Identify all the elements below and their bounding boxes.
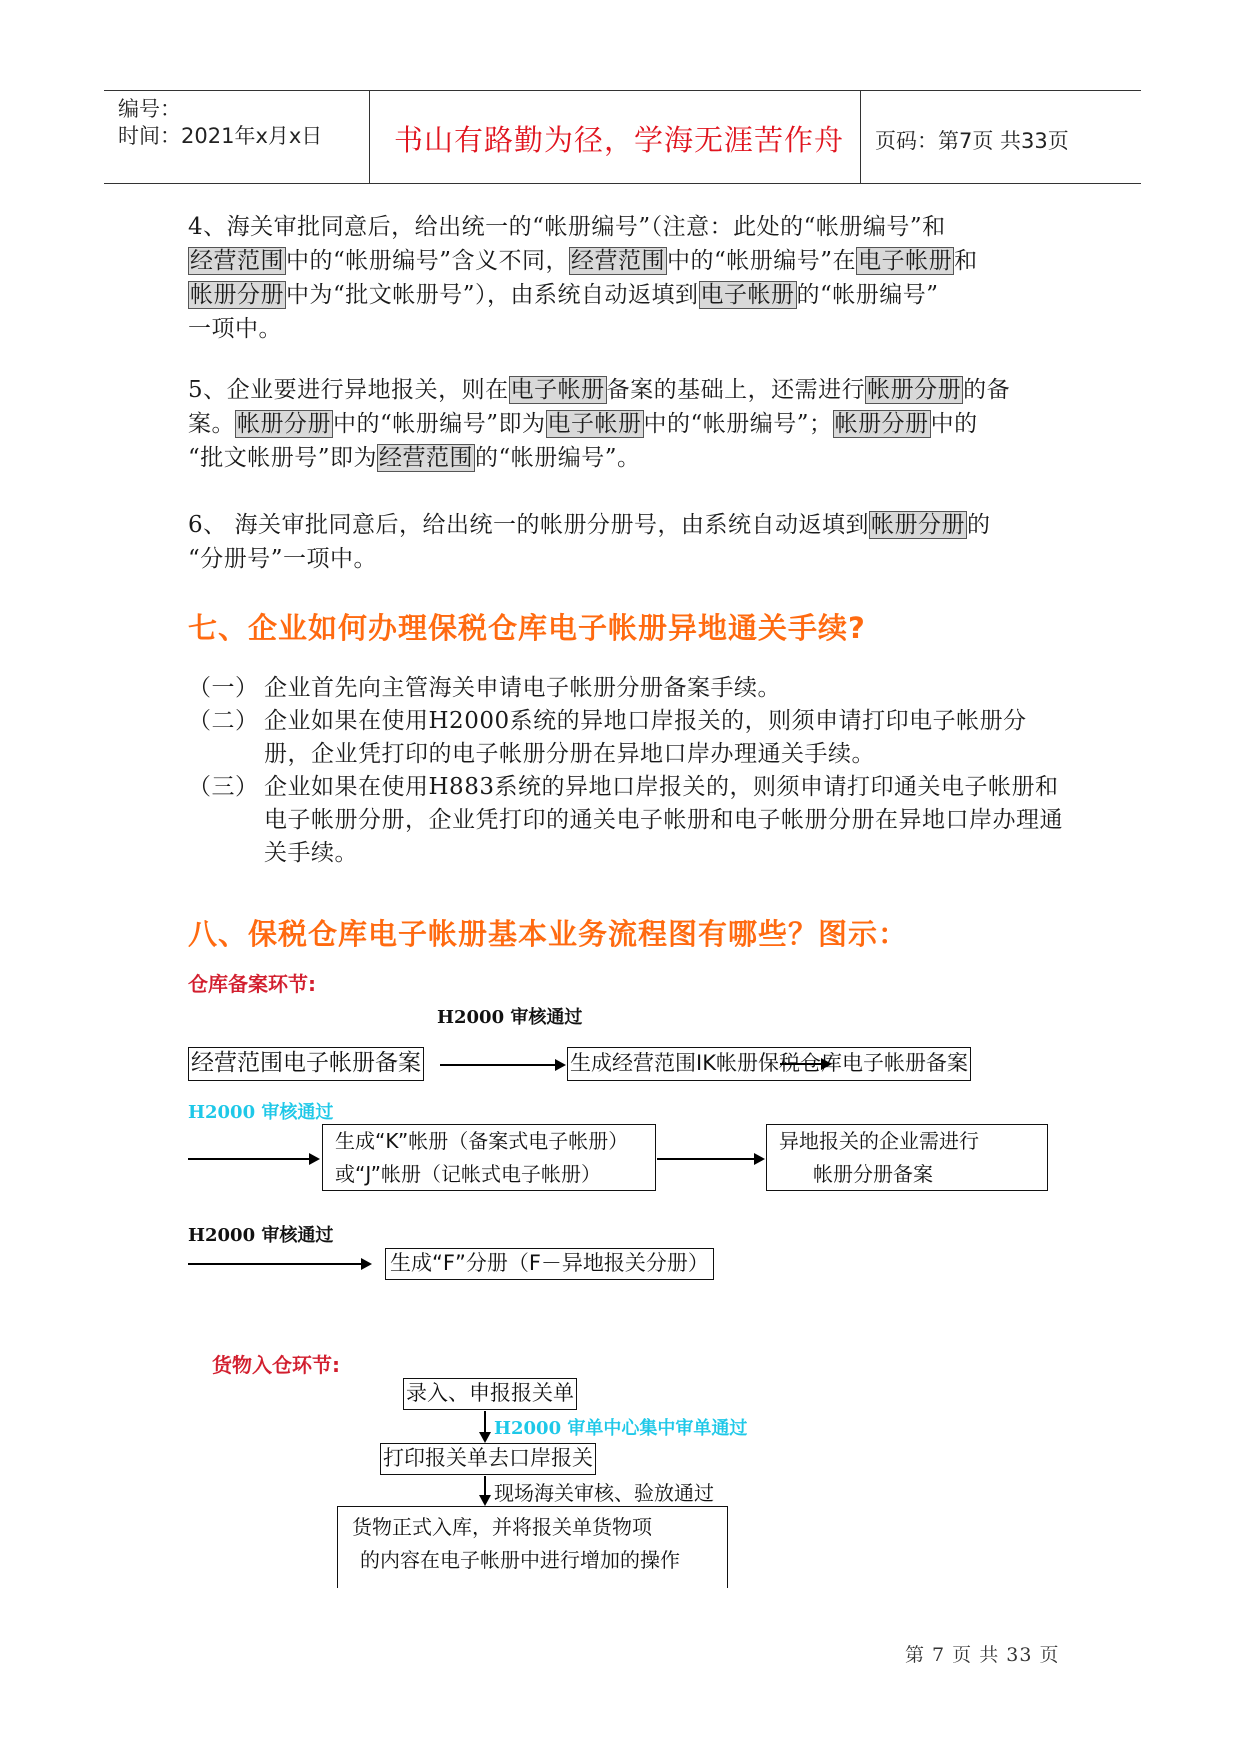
p4-line-1-text: 4、海关审批同意后，给出统一的“帐册编号”（注意：此处的“帐册编号”和 [188, 214, 946, 240]
box-goods-line-2: 的内容在电子帐册中进行增加的操作 [360, 1548, 680, 1572]
p4-text: 中为“批文帐册号”），由系统自动返填到 [286, 282, 699, 308]
list-item-text: 企业如果在使用H883系统的异地口岸报关的，则须申请打印通关电子帐册和电子帐册分册，企业凭打印的通关电子帐册和电子帐册分册在异地口岸办理通关手续。 [264, 774, 1063, 866]
term-box-sub-ledger: 帐册分册 [867, 377, 962, 403]
box-kj-line-1: 生成“K”帐册（备案式电子帐册） [335, 1129, 629, 1153]
warehouse-filing-subtitle: 仓库备案环节: [188, 972, 316, 996]
box-print-declaration: 打印报关单去口岸报关 [380, 1443, 596, 1475]
box-generate-ik-ledger: 生成经营范围IK帐册保税仓库电子帐册备案 [567, 1047, 971, 1081]
term-box-scope: 经营范围 [379, 445, 474, 471]
p6-line-2 [188, 542, 1068, 576]
h2000-approved-label: H2000 审核通过 [437, 1007, 583, 1028]
p5-text: “批文帐册号”即为 [188, 445, 378, 471]
p4-line-1 [188, 210, 1068, 244]
paragraph-6 [188, 508, 1068, 576]
p5-text: 备案的基础上，还需进行 [606, 377, 866, 403]
arrow-right [440, 1064, 564, 1066]
section-7-title: 七、企业如何办理保税仓库电子帐册异地通关手续? [188, 611, 866, 645]
p4-line-3 [188, 278, 1068, 312]
list-item [188, 672, 1068, 705]
p5-text: 案。 [188, 411, 235, 437]
list-item-number: （二） [188, 708, 259, 734]
header-divider-left [369, 90, 370, 183]
term-box-sub-ledger: 帐册分册 [237, 411, 331, 437]
p4-line-4 [188, 312, 1068, 346]
list-item [188, 705, 1068, 771]
h2000-approved-label: H2000 审核通过 [188, 1225, 334, 1246]
arrow-right [188, 1263, 370, 1265]
p5-text: 中的“帐册编号”即为 [333, 411, 546, 437]
p4-line-2 [188, 244, 1068, 278]
p5-line-1 [188, 373, 1068, 407]
box-enter-declaration: 录入、申报报关单 [403, 1378, 577, 1410]
goods-in-subtitle: 货物入仓环节: [212, 1353, 340, 1377]
p6-text: 6、 海关审批同意后，给出统一的帐册分册号，由系统自动返填到 [188, 512, 869, 538]
box-scope-ledger-filing: 经营范围电子帐册备案 [188, 1047, 424, 1081]
term-box-sub-ledger: 帐册分册 [834, 411, 929, 437]
p5-text: 的备 [963, 377, 1011, 403]
p5-text: 中的 [930, 411, 978, 437]
term-box-sub-ledger: 帐册分册 [870, 512, 965, 538]
p5-line-3 [188, 441, 1068, 475]
term-box-scope: 经营范围 [571, 248, 666, 274]
p6-text: 的 [966, 512, 991, 538]
arrow-down [484, 1411, 486, 1441]
h2000-approved-label-cyan: H2000 审核通过 [188, 1102, 334, 1123]
p5-line-2 [188, 407, 1068, 441]
box-generate-k-j-ledger [322, 1124, 656, 1191]
term-box-e-ledger: 电子帐册 [700, 282, 795, 308]
onsite-inspection-label: 现场海关审核、验放通过 [494, 1481, 714, 1505]
list-item-number: （一） [188, 675, 259, 701]
header-time-label: 时间：2021年x月x日 [118, 124, 323, 148]
box-goods-stored [337, 1506, 728, 1588]
p4-text: 一项中。 [188, 316, 282, 342]
section-8-title: 八、保税仓库电子帐册基本业务流程图有哪些？图示： [188, 917, 909, 951]
box-generate-f-sub-ledger: 生成“F”分册（F－异地报关分册） [385, 1248, 714, 1280]
p6-line-1 [188, 508, 1068, 542]
term-box-sub-ledger: 帐册分册 [190, 282, 284, 308]
box-remote-line-1: 异地报关的企业需进行 [779, 1129, 979, 1153]
term-box-e-ledger: 电子帐册 [510, 377, 605, 403]
arrow-right [657, 1158, 763, 1160]
box-remote-sub-ledger-filing [766, 1124, 1048, 1191]
header-top-rule [104, 90, 1141, 91]
h2000-center-approved-label: H2000 审单中心集中审单通过 [494, 1418, 748, 1439]
paragraph-5 [188, 373, 1068, 475]
arrow-down [484, 1476, 486, 1504]
paragraph-4 [188, 210, 1068, 346]
p5-text: 的“帐册编号”。 [475, 445, 641, 471]
page-footer: 第 7 页 共 33 页 [905, 1644, 1060, 1666]
arrow-right [188, 1158, 318, 1160]
box-remote-line-2: 帐册分册备案 [813, 1162, 933, 1186]
arrow-right-overlay [780, 1063, 830, 1065]
list-item [188, 771, 1068, 870]
term-box-e-ledger: 电子帐册 [547, 411, 642, 437]
p4-text: 中的“帐册编号”含义不同， [286, 248, 570, 274]
header-motto: 书山有路勤为径，学海无涯苦作舟 [394, 123, 845, 157]
header-bottom-rule [104, 183, 1141, 184]
term-box-scope: 经营范围 [190, 248, 284, 274]
box-goods-line-1: 货物正式入库，并将报关单货物项 [352, 1515, 652, 1539]
list-item-number: （三） [188, 774, 259, 800]
term-box-e-ledger: 电子帐册 [858, 248, 953, 274]
p4-text: 的“帐册编号” [796, 282, 939, 308]
p4-text: 和 [954, 248, 978, 274]
list-item-text: 企业如果在使用H2000系统的异地口岸报关的，则须申请打印电子帐册分册，企业凭打印的电子帐册分册在异地口岸办理通关手续。 [264, 708, 1027, 767]
p6-text: “分册号”一项中。 [188, 546, 378, 572]
box-kj-line-2: 或“J”帐册（记帐式电子帐册） [335, 1162, 602, 1186]
header-number-label: 编号： [118, 97, 181, 121]
p5-text: 中的“帐册编号”； [643, 411, 833, 437]
header-page-label: 页码：第7页 共33页 [875, 129, 1069, 153]
section-7-list [188, 672, 1068, 870]
p4-text: 中的“帐册编号”在 [667, 248, 857, 274]
list-item-text: 企业首先向主管海关申请电子帐册分册备案手续。 [264, 675, 781, 701]
header-divider-right [860, 90, 861, 183]
p5-text: 5、企业要进行异地报关，则在 [188, 377, 509, 403]
